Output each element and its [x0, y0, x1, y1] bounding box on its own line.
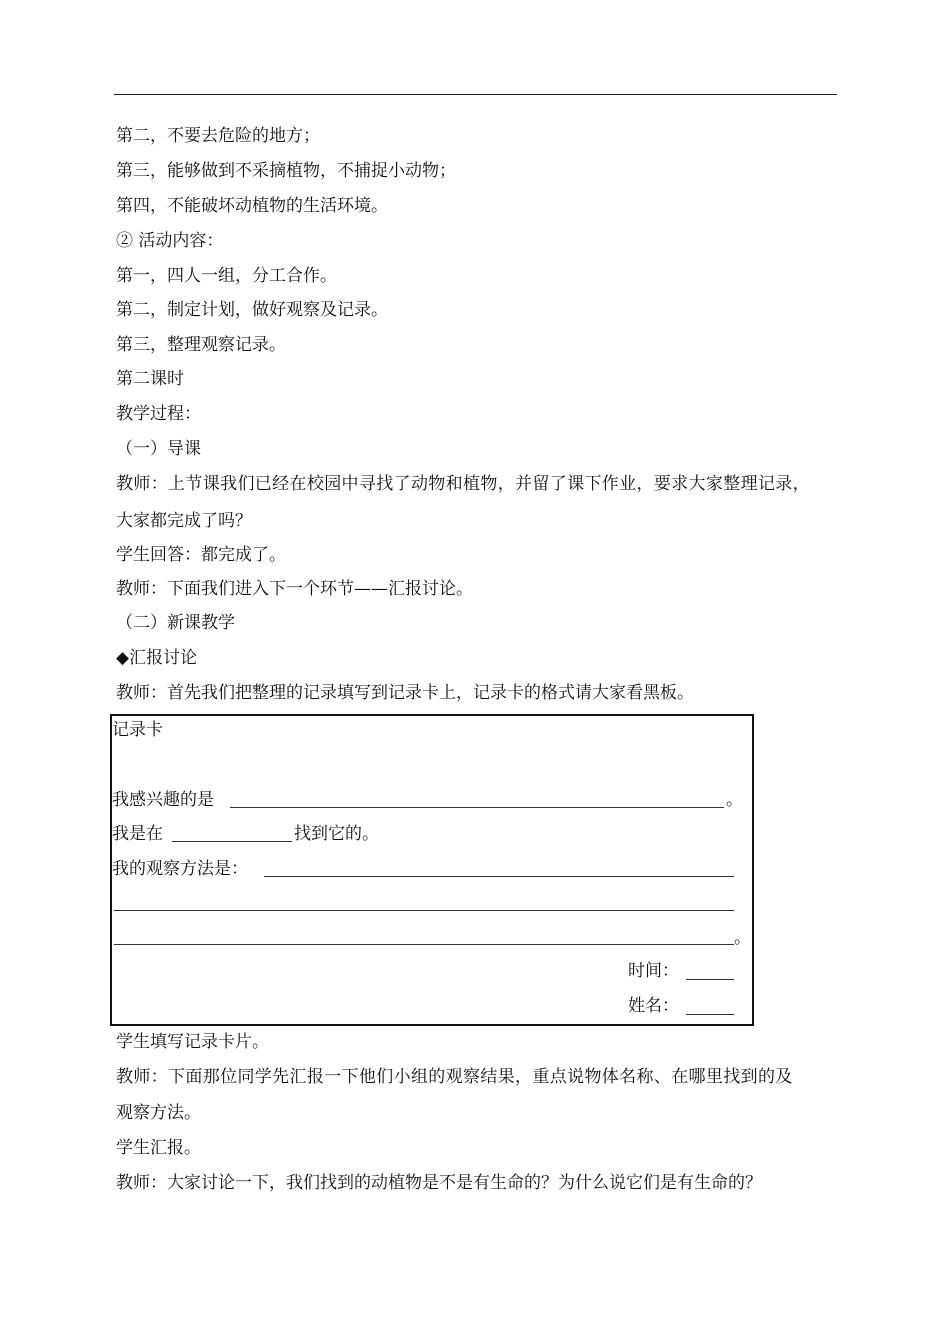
- text-line: 教师：下面那位同学先汇报一下他们小组的观察结果，重点说物体名称、在哪里找到的及: [116, 1067, 793, 1087]
- name-label: 姓名：: [628, 996, 679, 1016]
- text-line: ② 活动内容：: [116, 231, 224, 251]
- found-suffix-label: 找到它的。: [294, 824, 379, 844]
- header-rule: [114, 94, 837, 95]
- text-line: 第三，整理观察记录。: [116, 335, 286, 355]
- period-mark: 。: [726, 790, 743, 810]
- time-label: 时间：: [628, 961, 679, 981]
- found-prefix-label: 我是在: [112, 824, 163, 844]
- interest-label: 我感兴趣的是: [112, 790, 214, 810]
- text-line: 教师：大家讨论一下，我们找到的动植物是不是有生命的？为什么说它们是有生命的？: [116, 1173, 762, 1193]
- section-heading: （二）新课教学: [116, 613, 235, 633]
- location-blank[interactable]: [172, 841, 292, 842]
- period-mark: 。: [734, 928, 751, 948]
- record-card: [110, 714, 754, 1026]
- name-blank[interactable]: [686, 1014, 734, 1015]
- text-line: 教学过程：: [116, 404, 201, 424]
- text-line: ◆汇报讨论: [116, 648, 198, 668]
- method-label: 我的观察方法是：: [112, 859, 248, 879]
- text-line: 观察方法。: [116, 1103, 201, 1123]
- method-blank-2[interactable]: [114, 910, 734, 911]
- method-blank-3[interactable]: [114, 944, 734, 945]
- record-card-title: 记录卡: [112, 720, 163, 740]
- section-heading: 第二课时: [116, 369, 184, 389]
- text-line: 大家都完成了吗？: [116, 511, 252, 531]
- text-line: 第三，能够做到不采摘植物，不捕捉小动物；: [116, 161, 456, 181]
- method-blank-1[interactable]: [264, 876, 734, 877]
- text-line: 学生填写记录卡片。: [116, 1032, 269, 1052]
- text-line: 教师：首先我们把整理的记录填写到记录卡上，记录卡的格式请大家看黑板。: [116, 683, 694, 703]
- text-line: 教师：上节课我们已经在校园中寻找了动物和植物，并留了课下作业，要求大家整理记录，: [116, 474, 810, 494]
- text-line: 第二，不要去危险的地方；: [116, 126, 320, 146]
- text-line: 学生回答：都完成了。: [116, 545, 286, 565]
- interest-blank[interactable]: [230, 807, 724, 808]
- time-blank[interactable]: [686, 979, 734, 980]
- section-heading: （一）导课: [116, 439, 201, 459]
- text-line: 学生汇报。: [116, 1138, 201, 1158]
- text-line: 第二，制定计划，做好观察及记录。: [116, 300, 388, 320]
- text-line: 第四，不能破坏动植物的生活环境。: [116, 196, 388, 216]
- text-line: 第一，四人一组，分工合作。: [116, 266, 337, 286]
- text-line: 教师：下面我们进入下一个环节——汇报讨论。: [116, 579, 473, 599]
